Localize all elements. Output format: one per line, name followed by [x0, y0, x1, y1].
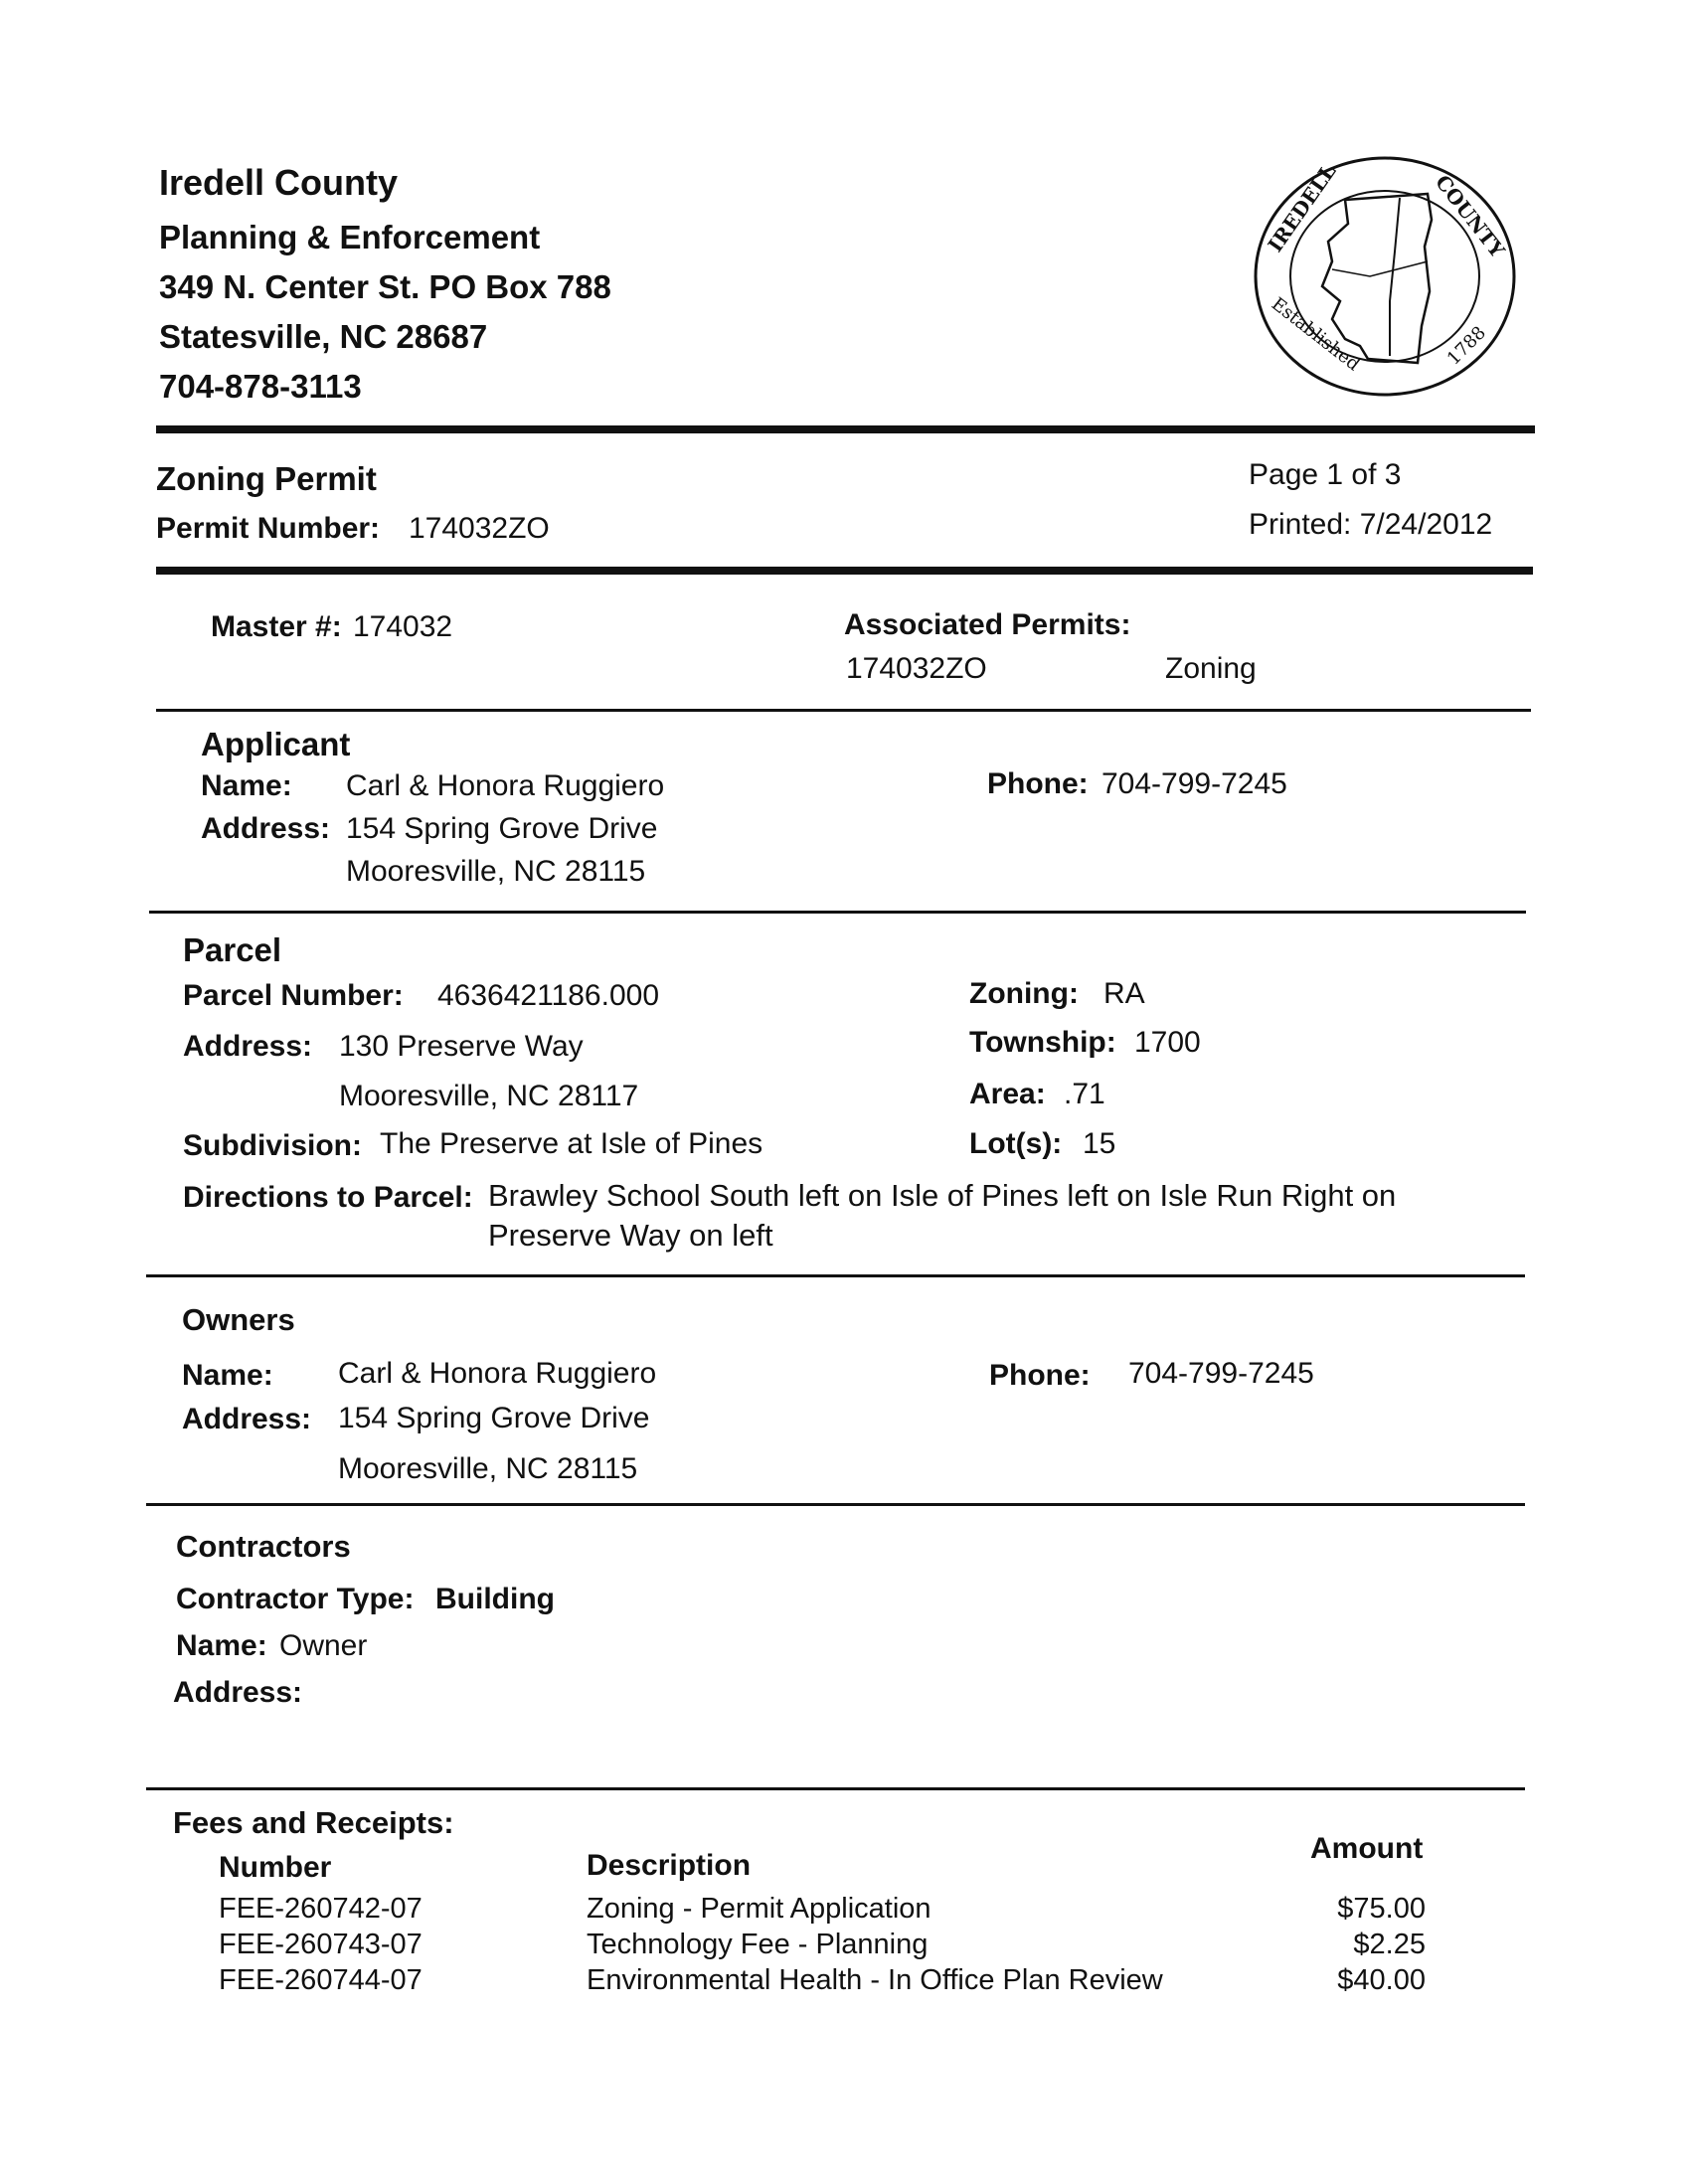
owner-name-label: Name:	[182, 1359, 273, 1392]
seal-text-year: 1788	[1442, 322, 1490, 370]
master-number: 174032	[353, 610, 453, 643]
fees-column-amount: Amount	[1310, 1832, 1424, 1865]
parcel-number-label: Parcel Number:	[183, 979, 404, 1012]
subdivision-label: Subdivision:	[183, 1129, 362, 1162]
divider	[146, 1503, 1525, 1506]
county-name: Iredell County	[159, 162, 399, 203]
owner-address-line1: 154 Spring Grove Drive	[338, 1402, 650, 1434]
contractor-name: Owner	[279, 1629, 368, 1662]
county-seal	[1251, 152, 1519, 401]
applicant-address-line1: 154 Spring Grove Drive	[346, 812, 658, 845]
contractor-name-label: Name:	[176, 1629, 267, 1662]
contractor-type-label: Contractor Type:	[176, 1583, 415, 1615]
agency-city: Statesville, NC 28687	[159, 318, 488, 355]
associated-permit-type: Zoning	[1165, 652, 1257, 685]
directions-line1: Brawley School South left on Isle of Pines left on Isle Run Right on	[488, 1178, 1397, 1213]
fee-number: FEE-260743-07	[219, 1929, 423, 1960]
fees-column-number: Number	[219, 1851, 332, 1884]
master-label: Master #:	[211, 610, 342, 643]
applicant-phone-label: Phone:	[987, 767, 1089, 800]
parcel-number: 4636421186.000	[437, 979, 660, 1012]
lots-value: 15	[1083, 1127, 1116, 1160]
seal-text-bottom: Established	[1267, 293, 1364, 376]
zoning-value: RA	[1103, 977, 1145, 1010]
permit-title: Zoning Permit	[156, 460, 377, 497]
page-indicator: Page 1 of 3	[1249, 458, 1402, 491]
applicant-name: Carl & Honora Ruggiero	[346, 769, 665, 802]
fee-amount: $75.00	[1337, 1893, 1426, 1925]
agency-phone: 704-878-3113	[159, 368, 362, 405]
fee-description: Zoning - Permit Application	[587, 1893, 932, 1925]
divider-thick	[156, 425, 1535, 433]
permit-number-label: Permit Number:	[156, 512, 381, 545]
parcel-address-line2: Mooresville, NC 28117	[339, 1080, 639, 1112]
fee-number: FEE-260742-07	[219, 1893, 423, 1925]
divider	[149, 911, 1526, 914]
area-value: .71	[1064, 1078, 1105, 1110]
area-label: Area:	[969, 1078, 1046, 1110]
contractor-type: Building	[435, 1583, 555, 1615]
printed-date: Printed: 7/24/2012	[1249, 508, 1493, 541]
fee-description: Technology Fee - Planning	[587, 1929, 929, 1960]
parcel-address-line1: 130 Preserve Way	[339, 1030, 584, 1063]
fees-heading: Fees and Receipts:	[173, 1805, 454, 1840]
fees-column-description: Description	[587, 1849, 752, 1882]
township-value: 1700	[1134, 1026, 1201, 1059]
directions-line2: Preserve Way on left	[488, 1218, 773, 1253]
township-label: Township:	[969, 1026, 1116, 1059]
divider	[156, 709, 1531, 712]
permit-number: 174032ZO	[409, 512, 550, 545]
subdivision-value: The Preserve at Isle of Pines	[380, 1127, 763, 1160]
owner-name: Carl & Honora Ruggiero	[338, 1357, 657, 1390]
divider-thick	[156, 567, 1533, 575]
fee-amount: $40.00	[1337, 1964, 1426, 1996]
owners-heading: Owners	[182, 1302, 295, 1337]
parcel-heading: Parcel	[183, 931, 282, 968]
owner-phone-label: Phone:	[989, 1359, 1091, 1392]
seal-text-right: COUNTY	[1431, 170, 1510, 262]
contractors-heading: Contractors	[176, 1529, 351, 1564]
divider	[146, 1274, 1525, 1277]
fee-number: FEE-260744-07	[219, 1964, 423, 1996]
fee-amount: $2.25	[1353, 1929, 1426, 1960]
fee-description: Environmental Health - In Office Plan Review	[587, 1964, 1163, 1996]
applicant-address-line2: Mooresville, NC 28115	[346, 855, 646, 888]
lots-label: Lot(s):	[969, 1127, 1063, 1160]
department-name: Planning & Enforcement	[159, 219, 541, 255]
owner-address-line2: Mooresville, NC 28115	[338, 1452, 638, 1485]
agency-street: 349 N. Center St. PO Box 788	[159, 268, 611, 305]
directions-label: Directions to Parcel:	[183, 1181, 473, 1214]
divider	[146, 1787, 1525, 1790]
applicant-name-label: Name:	[201, 769, 292, 802]
owner-phone: 704-799-7245	[1128, 1357, 1314, 1390]
applicant-heading: Applicant	[201, 726, 351, 762]
applicant-address-label: Address:	[201, 812, 331, 845]
parcel-address-label: Address:	[183, 1030, 313, 1063]
contractor-address-label: Address:	[173, 1676, 303, 1709]
owner-address-label: Address:	[182, 1403, 312, 1435]
applicant-phone: 704-799-7245	[1101, 767, 1287, 800]
associated-permit-number: 174032ZO	[846, 652, 987, 685]
associated-permits-label: Associated Permits:	[844, 608, 1131, 641]
zoning-label: Zoning:	[969, 977, 1079, 1010]
seal-text-top: IREDELL	[1263, 159, 1341, 256]
